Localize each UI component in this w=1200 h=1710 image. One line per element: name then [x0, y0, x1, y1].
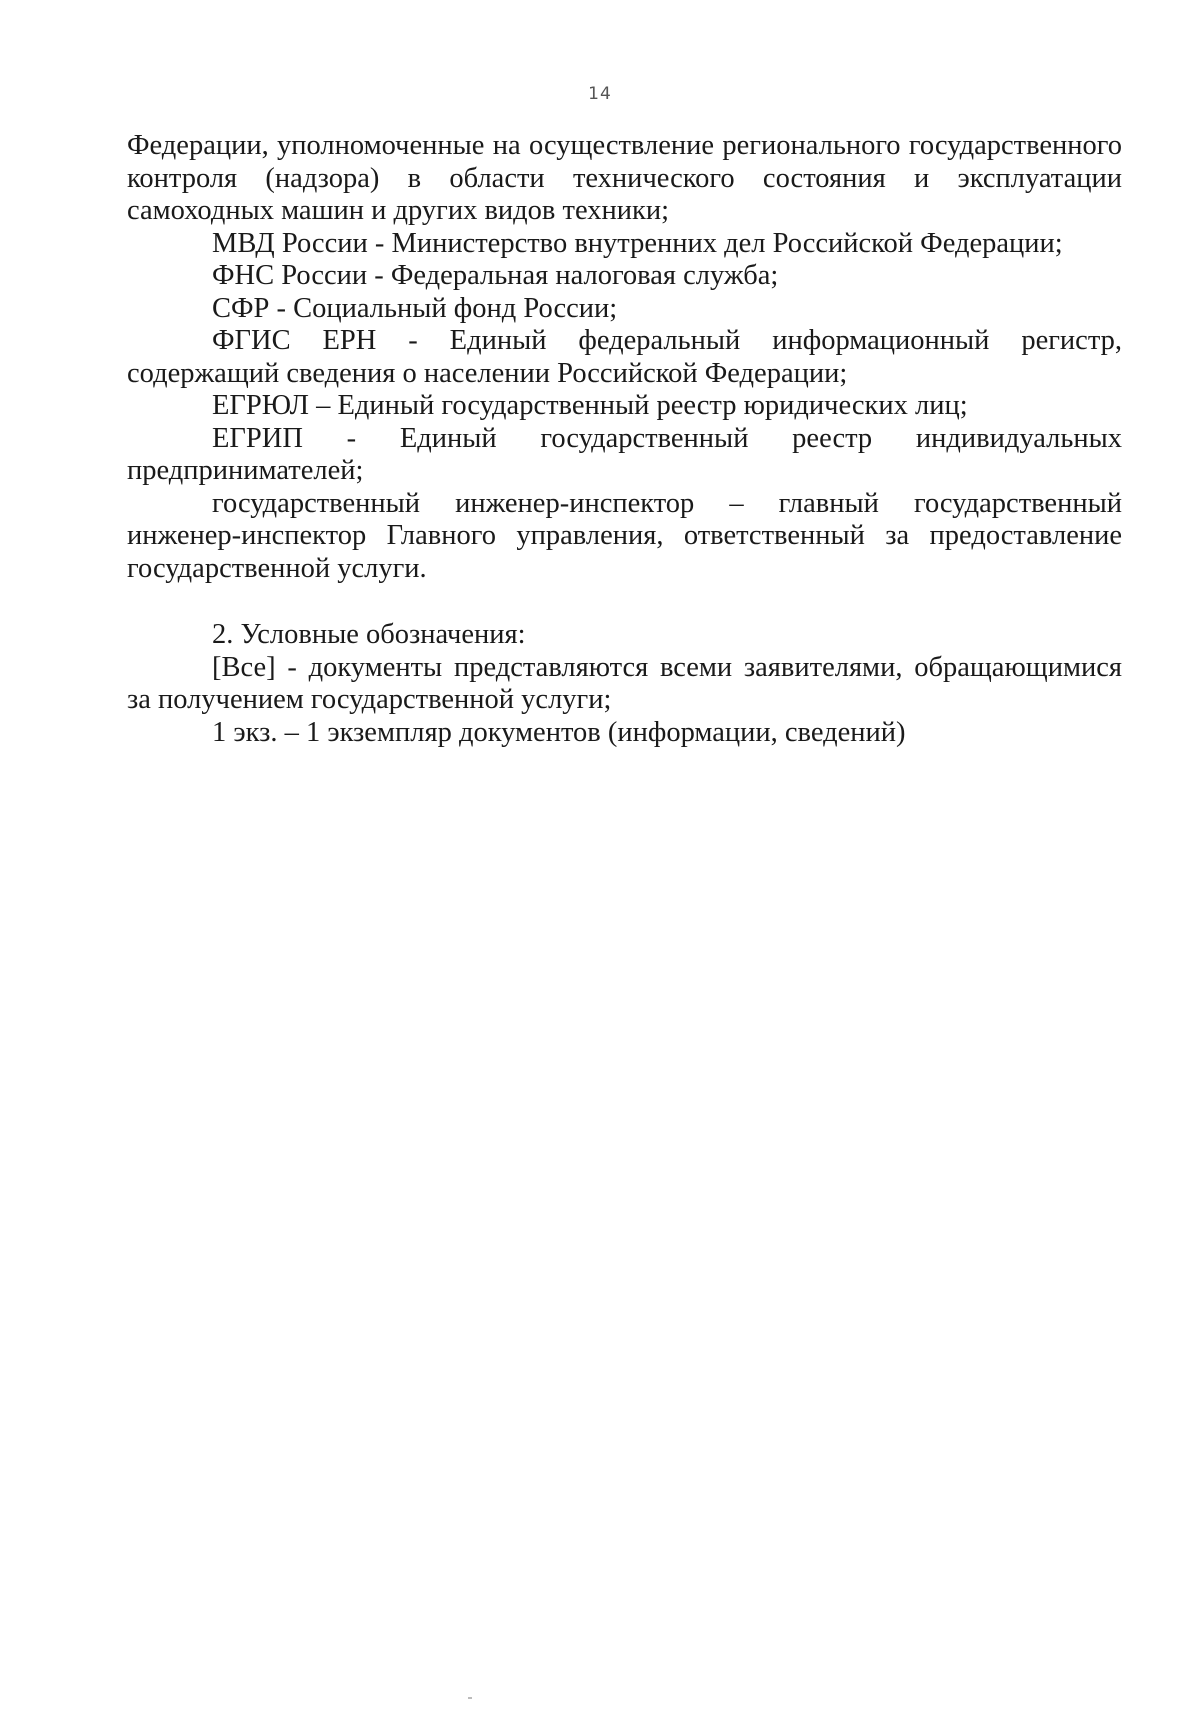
text-line: за получением государственной услуги;: [127, 684, 612, 715]
text-line: Федерации, уполномоченные на осуществление регионального государственного: [127, 130, 1122, 161]
text-line: ЕГРИП - Единый государственный реестр индивидуальных: [212, 422, 1122, 454]
text-line: содержащий сведения о населении Российской Федерации;: [127, 357, 848, 389]
definitions-continuation-paragraph: [127, 130, 1122, 228]
text-line: самоходных машин и других видов техники;: [127, 195, 670, 226]
document-body: [127, 130, 1122, 749]
definition-mvd: МВД России - Министерство внутренних дел Российской Федерации;: [212, 227, 1063, 259]
text-line: инженер-инспектор Главного управления, ответственный за предоставление: [127, 520, 1122, 551]
definition-sfr: СФР - Социальный фонд России;: [212, 292, 618, 324]
section-2-heading: 2. Условные обозначения:: [212, 619, 526, 650]
legend-copies: 1 экз. – 1 экземпляр документов (информации, сведений): [212, 716, 906, 748]
paragraph-gap: [127, 585, 1122, 619]
scan-artifact: [468, 1697, 472, 1699]
definition-egrul: ЕГРЮЛ – Единый государственный реестр юридических лиц;: [212, 390, 968, 421]
text-line: государственный инженер-инспектор – главный государственный: [212, 487, 1122, 519]
text-line: контроля (надзора) в области технического состояния и эксплуатации: [127, 162, 1122, 194]
text-line: ФГИС ЕРН - Единый федеральный информационный регистр,: [212, 325, 1122, 356]
text-line: предпринимателей;: [127, 455, 364, 486]
page-number: 14: [588, 84, 612, 104]
definition-egrip: [127, 423, 1122, 488]
definition-fns: ФНС России - Федеральная налоговая служба;: [212, 260, 779, 291]
legend-all-applicants: [127, 652, 1122, 717]
definition-state-inspector: [127, 488, 1122, 586]
text-line: государственной услуги.: [127, 552, 427, 584]
definition-fgis-ern: [127, 325, 1122, 390]
text-line: [Все] - документы представляются всеми заявителями, обращающимися: [212, 651, 1122, 683]
